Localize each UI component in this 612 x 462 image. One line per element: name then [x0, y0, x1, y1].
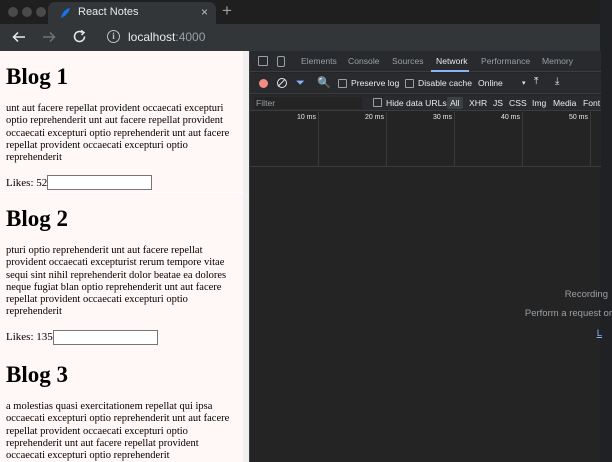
tab-memory[interactable]: Memory	[542, 56, 574, 66]
disable-cache-label: Disable cache	[418, 78, 472, 88]
filter-input[interactable]	[254, 97, 362, 109]
timeline-tick-label: 40 ms	[500, 114, 520, 121]
tab-close-icon[interactable]: ×	[200, 5, 208, 19]
arrow-left-icon[interactable]	[12, 30, 26, 44]
blog-title: Blog 1	[6, 64, 68, 89]
new-tab-button[interactable]: +	[222, 1, 232, 20]
blog-card	[0, 51, 243, 192]
preserve-log-checkbox[interactable]	[338, 79, 347, 88]
type-filter-xhr[interactable]: XHR	[469, 98, 488, 108]
page-viewport	[0, 51, 249, 462]
likes-row	[6, 175, 237, 190]
type-filter-font[interactable]: Font	[583, 98, 601, 108]
likes-input[interactable]	[53, 330, 158, 345]
react-favicon-icon	[59, 7, 71, 19]
window-close-button[interactable]	[8, 7, 18, 17]
timeline-tick-label: 10 ms	[296, 114, 316, 121]
site-info-icon[interactable]: i	[107, 30, 120, 43]
timeline-gridline	[590, 112, 591, 167]
clear-icon[interactable]	[277, 78, 287, 88]
browser-toolbar	[0, 24, 600, 51]
filter-icon[interactable]: ⏷	[296, 77, 305, 89]
blog-card	[0, 349, 243, 462]
blog-card	[0, 193, 243, 351]
url-port: :4000	[175, 30, 206, 44]
tab-performance[interactable]: Performance	[481, 56, 531, 66]
empty-state-description: Perform a request or	[524, 308, 612, 319]
throttling-select[interactable]: Online	[478, 78, 503, 88]
window-minimize-button[interactable]	[22, 7, 32, 17]
browser-tab-strip	[0, 0, 600, 24]
type-filter-all[interactable]: All	[447, 97, 463, 109]
address-bar[interactable]	[128, 30, 205, 44]
empty-state-learn-more-link[interactable]: L	[596, 328, 602, 339]
chevron-down-icon: ▾	[522, 80, 526, 87]
timeline-gridline	[386, 112, 387, 167]
timeline-tick-label: 30 ms	[432, 114, 452, 121]
reload-icon[interactable]	[72, 29, 87, 44]
record-icon[interactable]	[259, 79, 268, 88]
tab-console[interactable]: Console	[348, 56, 380, 66]
blog-title: Blog 3	[6, 362, 68, 387]
active-tab-indicator	[431, 70, 469, 72]
tab-title: React Notes	[78, 6, 139, 18]
export-har-icon[interactable]: ⤓	[555, 76, 560, 87]
hide-data-urls-checkbox[interactable]	[373, 98, 382, 107]
timeline-gridline	[318, 112, 319, 167]
likes-row	[6, 330, 237, 345]
hide-data-urls-label: Hide data URLs	[386, 98, 447, 108]
tab-elements[interactable]: Elements	[301, 56, 337, 66]
devtools-tab-bar	[250, 51, 601, 72]
likes-label: Likes: 52	[6, 176, 48, 189]
blog-body: pturi optio reprehenderit unt aut facere repellat provident occaecati excepturist rerum tempore vitae sequi sint nihil reprehenderit dolor beatae ea dolores neque fugiat blan optio reprehenderit unt aut facere repellat provident occaecati excepturi optio reprehenderit	[6, 245, 227, 318]
window-zoom-button[interactable]	[36, 7, 46, 17]
likes-input[interactable]	[47, 175, 152, 190]
devtools-panel	[249, 51, 612, 462]
import-har-icon[interactable]: ⤒	[534, 76, 539, 87]
type-filter-css[interactable]: CSS	[509, 98, 527, 108]
type-filter-img[interactable]: Img	[532, 98, 547, 108]
likes-label: Likes: 135	[6, 331, 53, 344]
timeline-gridline	[454, 112, 455, 167]
blog-body: unt aut facere repellat provident occaecati excepturi optio reprehenderit unt aut facere repellat provident occaecati excepturi optio reprehenderit unt aut facere repellat provident occaecati excepturi optio reprehenderit	[6, 103, 230, 164]
network-timeline-overview[interactable]	[250, 112, 601, 167]
type-filter-media[interactable]: Media	[553, 98, 577, 108]
timeline-gridline	[522, 112, 523, 167]
network-filter-bar	[250, 95, 601, 111]
preserve-log-label: Preserve log	[351, 78, 400, 88]
device-toolbar-icon[interactable]	[277, 56, 285, 67]
timeline-tick-label: 50 ms	[568, 114, 588, 121]
network-toolbar	[250, 73, 601, 94]
blog-body: a molestias quasi exercitationem repellat qui ipsa occaecati excepturi optio reprehenderit unt aut facere repellat provident occaecati excepturi optio reprehenderit unt aut facere repellat provident occaecati excepturi optio reprehenderit	[6, 401, 230, 462]
disable-cache-checkbox[interactable]	[405, 79, 414, 88]
blog-title: Blog 2	[6, 206, 68, 231]
browser-tab-react-notes[interactable]	[48, 2, 216, 24]
search-icon[interactable]: 🔍	[317, 77, 331, 89]
tab-network[interactable]: Network	[436, 56, 468, 66]
inspect-element-icon[interactable]	[258, 56, 268, 66]
tab-sources[interactable]: Sources	[392, 56, 424, 66]
type-filter-js[interactable]: JS	[493, 98, 504, 108]
arrow-right-icon[interactable]	[42, 30, 56, 44]
empty-state-title: Recording	[564, 289, 608, 300]
url-host: localhost	[128, 30, 176, 44]
timeline-tick-label: 20 ms	[364, 114, 384, 121]
